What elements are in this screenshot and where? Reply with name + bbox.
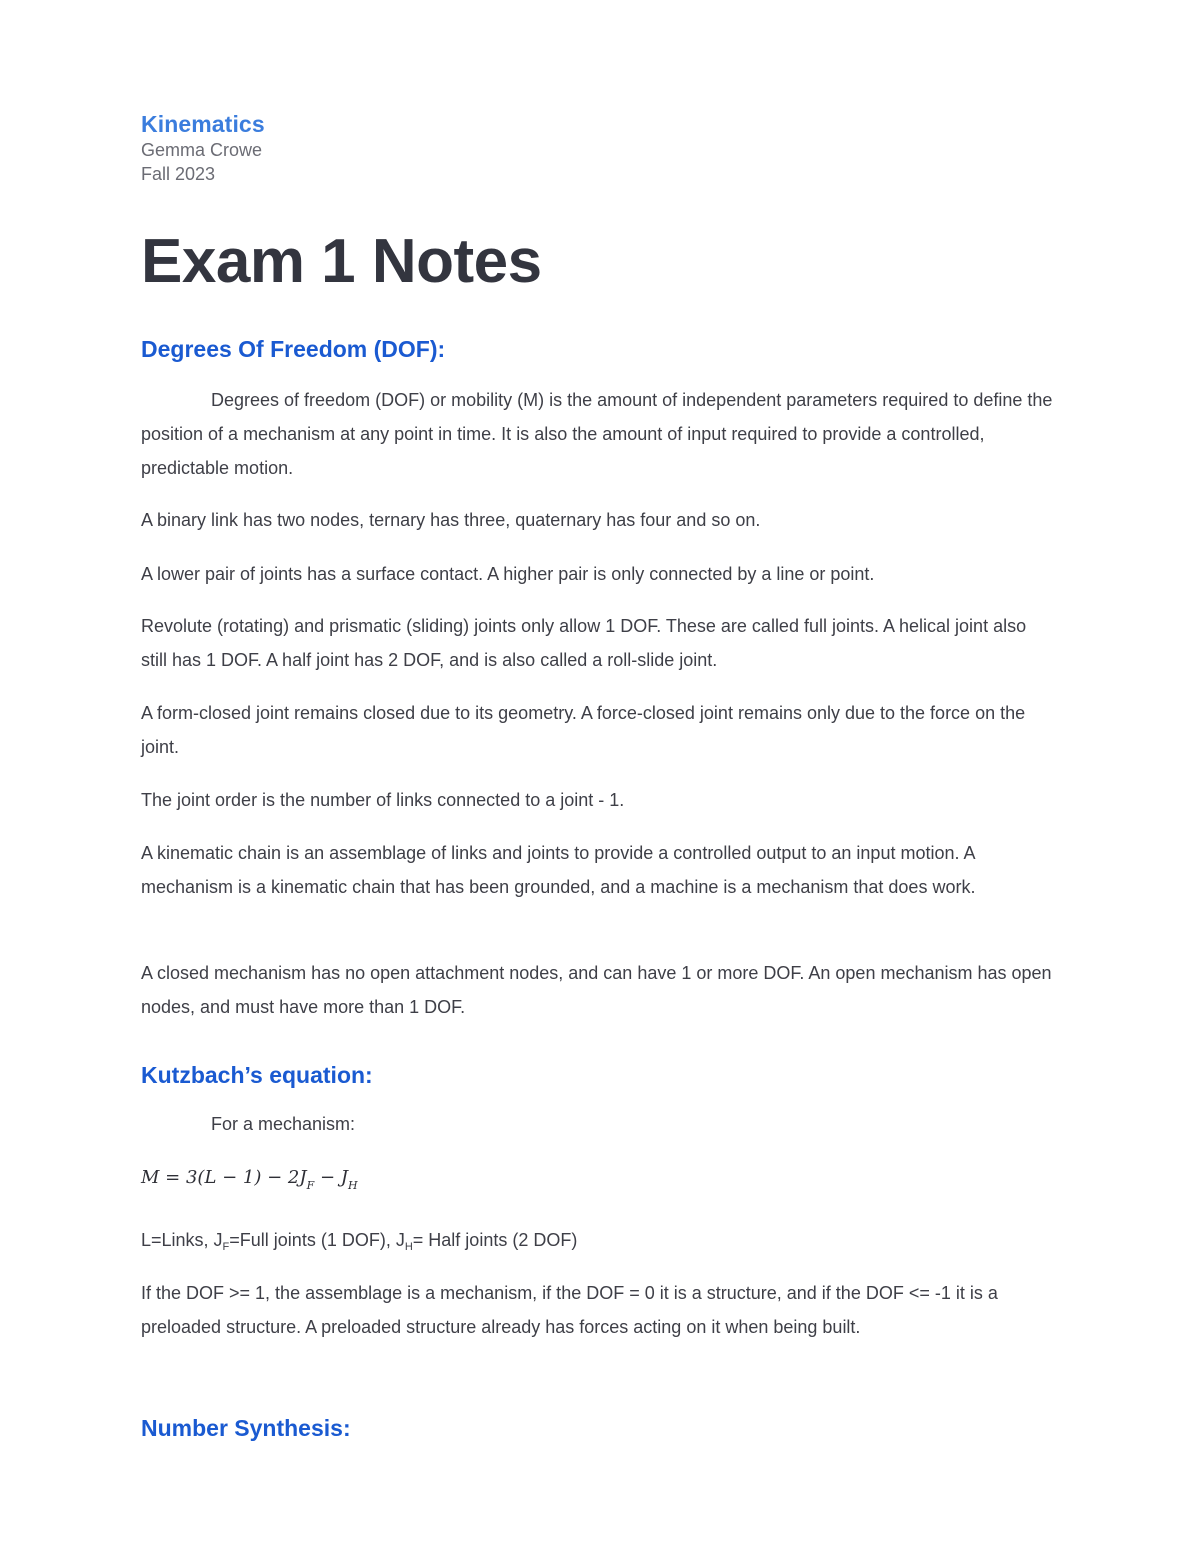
kutzbach-equation [141,1167,358,1192]
paragraph-kinematic-chain: A kinematic chain is an assemblage of links and joints to provide a controlled output to an input motion. A mechanism is a kinematic chain that has been grounded, and a machine is a mechanism that does work. [141,843,976,897]
legend-full-joints: =Full joints (1 DOF), J [229,1230,405,1250]
legend-sub-h: H [404,1241,413,1253]
paragraph-joint-pairs: A lower pair of joints has a surface contact. A higher pair is only connected by a line or point. [141,564,875,584]
paragraph-joint-order: The joint order is the number of links connected to a joint - 1. [141,790,625,810]
heading-dof: Degrees Of Freedom (DOF): [141,336,446,362]
page-title: Exam 1 Notes [141,227,542,296]
paragraph-open-closed-mechanism: A closed mechanism has no open attachment nodes, and can have 1 or more DOF. An open mechanism has open nodes, and must have more than 1 DOF. [141,963,1052,1017]
heading-kutzbach: Kutzbach’s equation: [141,1062,373,1088]
term: Fall 2023 [141,164,216,184]
legend-sub-f: F [222,1241,230,1253]
paragraph-link-types: A binary link has two nodes, ternary has three, quaternary has four and so on. [141,510,761,530]
equation-sub-h: H [347,1179,358,1192]
equation-sub-f: F [306,1179,315,1192]
legend-links: L=Links, J [141,1230,223,1250]
paragraph-dof-classification: If the DOF >= 1, the assemblage is a mechanism, if the DOF = 0 it is a structure, and if the DOF <= -1 it is a preloaded structure. A preloaded structure already has forces acting on it when being built. [141,1283,998,1337]
kutzbach-intro: For a mechanism: [211,1114,356,1134]
course-name: Kinematics [141,111,265,137]
equation-lhs: M [141,1167,160,1188]
equation-rhs: = 3(L − 1) − 2J [159,1167,307,1188]
heading-number-synthesis: Number Synthesis: [141,1415,351,1441]
paragraph-joint-types: Revolute (rotating) and prismatic (sliding) joints only allow 1 DOF. These are called full joints. A helical joint also still has 1 DOF. A half joint has 2 DOF, and is also called a roll-slide joint. [141,616,1027,670]
author-name: Gemma Crowe [141,140,263,160]
paragraph-closed-joints: A form-closed joint remains closed due to its geometry. A force-closed joint remains only due to the force on the joint. [141,703,1026,757]
legend-half-joints: = Half joints (2 DOF) [412,1230,578,1250]
paragraph-dof-definition: Degrees of freedom (DOF) or mobility (M) is the amount of independent parameters required to define the position of a mechanism at any point in time. It is also the amount of input required to provide a controlled, predictable motion. [141,390,1053,478]
kutzbach-legend [141,1223,1056,1264]
equation-minus: − J [314,1167,348,1188]
